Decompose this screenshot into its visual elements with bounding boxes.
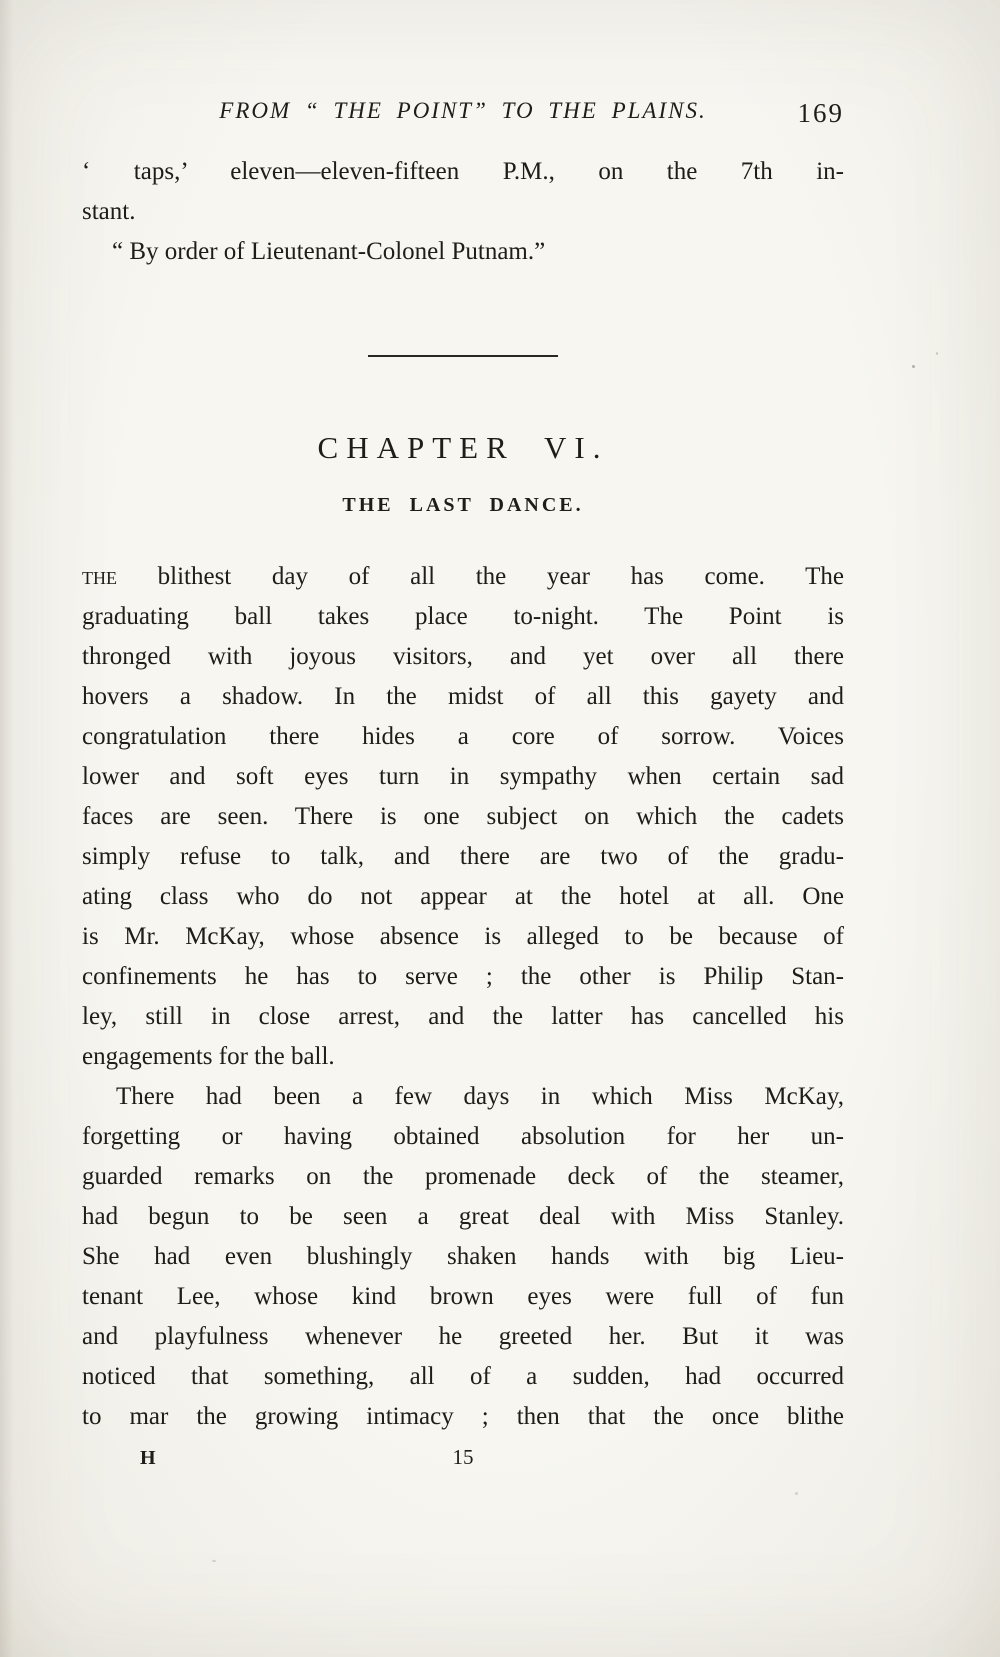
running-title: FROM “ THE POINT” TO THE PLAINS. bbox=[219, 98, 707, 123]
printer-signature-letter: H bbox=[140, 1447, 157, 1469]
page-footer bbox=[82, 1445, 844, 1475]
text-line: faces are seen. There is one subject on which the cadets bbox=[82, 803, 844, 830]
body-text bbox=[82, 557, 844, 1437]
text-line: confinements he has to serve ; the other is Philip Stan- bbox=[82, 963, 844, 990]
text-line: congratulation there hides a core of sorrow. Voices bbox=[82, 723, 844, 750]
chapter-heading: CHAPTER VI. bbox=[317, 430, 609, 465]
paragraph bbox=[82, 557, 844, 1077]
text-line: stant. bbox=[82, 198, 136, 225]
section-divider-rule bbox=[368, 355, 558, 357]
smallcaps-lead-word: the bbox=[82, 563, 117, 590]
attribution-line: “ By order of Lieutenant-Colonel Putnam.” bbox=[112, 238, 546, 265]
page-number: 169 bbox=[797, 98, 844, 128]
text-line: thronged with joyous visitors, and yet over all there bbox=[82, 643, 844, 670]
text-column bbox=[0, 98, 1000, 1475]
text-line: lower and soft eyes turn in sympathy when certain sad bbox=[82, 763, 844, 790]
text-line: ating class who do not appear at the hotel at all. One bbox=[82, 883, 844, 910]
text-line: engagements for the ball. bbox=[82, 1043, 335, 1070]
text-line: and playfulness whenever he greeted her. But it was bbox=[82, 1323, 844, 1350]
first-line-rest: blithest day of all the year has come. The bbox=[117, 563, 844, 590]
scan-speck bbox=[212, 1560, 216, 1562]
text-line: forgetting or having obtained absolution for her un- bbox=[82, 1123, 844, 1150]
text-line: There had been a few days in which Miss McKay, bbox=[116, 1083, 844, 1110]
text-line: is Mr. McKay, whose absence is alleged to be because of bbox=[82, 923, 844, 950]
section-heading: THE LAST DANCE. bbox=[342, 494, 584, 516]
scan-speck bbox=[795, 1492, 798, 1495]
paragraph-lines bbox=[82, 597, 844, 1077]
printer-signature-number: 15 bbox=[452, 1445, 474, 1469]
text-line: simply refuse to talk, and there are two of the gradu- bbox=[82, 843, 844, 870]
text-line: graduating ball takes place to-night. The Point is bbox=[82, 603, 844, 630]
text-line: had begun to be seen a great deal with Miss Stanley. bbox=[82, 1203, 844, 1230]
text-line: ley, still in close arrest, and the latter has cancelled his bbox=[82, 1003, 844, 1030]
continuation-paragraph bbox=[82, 152, 844, 232]
text-line: tenant Lee, whose kind brown eyes were full of fun bbox=[82, 1283, 844, 1310]
text-line: She had even blushingly shaken hands with big Lieu- bbox=[82, 1243, 844, 1270]
text-line: ‘ taps,’ eleven—eleven-fifteen P.M., on the 7th in- bbox=[82, 158, 844, 185]
text-line: hovers a shadow. In the midst of all this gayety and bbox=[82, 683, 844, 710]
text-line: noticed that something, all of a sudden, had occurred bbox=[82, 1363, 844, 1390]
paragraph bbox=[82, 1077, 844, 1437]
running-header bbox=[82, 98, 844, 130]
text-line: guarded remarks on the promenade deck of the steamer, bbox=[82, 1163, 844, 1190]
section-divider-wrap bbox=[82, 344, 844, 362]
text-line: to mar the growing intimacy ; then that the once blithe bbox=[82, 1403, 844, 1430]
text-line bbox=[82, 557, 844, 597]
